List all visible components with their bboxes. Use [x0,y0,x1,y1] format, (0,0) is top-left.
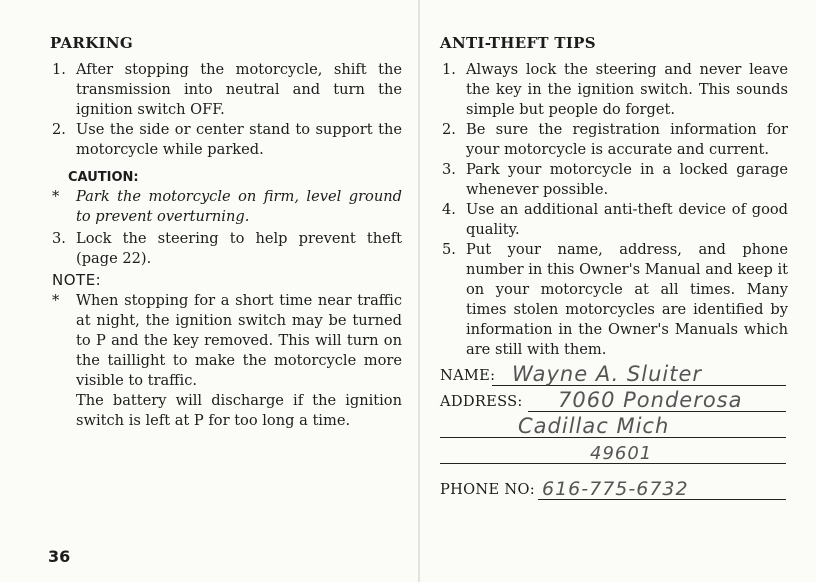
caution-text [50,187,402,227]
parking-title: PARKING [50,34,133,52]
address-row [440,388,788,414]
address-row-2 [440,414,788,440]
item-text: Put your name, address, and phone number in this Owner's Manual and keep it on your motorcycle at all times. Many times stolen motorcycles are identified by information in the Owner's Manuals which are still with them. [466,241,788,358]
anti-theft-item-2 [440,120,788,160]
item-text: Use an additional anti-theft device of good quality. [466,201,788,238]
item-text: Use the side or center stand to support the motorcycle while parked. [76,121,402,158]
item-text: Lock the steering to help prevent theft (page 22). [76,230,402,267]
item-number: 4. [442,201,456,218]
item-text: Be sure the registration information for your motorcycle is accurate and current. [466,121,788,158]
anti-theft-section [440,34,788,502]
item-text: After stopping the motorcycle, shift the transmission into neutral and turn the ignition switch OFF. [76,61,402,118]
phone-handwritten: 616-775-6732 [542,478,689,500]
address-handwritten-3: 49601 [590,443,653,464]
caution-body: Park the motorcycle on firm, level ground to prevent overturning. [76,188,402,225]
caution-bullet: * [52,188,60,205]
address-handwritten-1: 7060 Ponderosa [558,388,743,412]
caution-label: CAUTION: [68,170,139,185]
address-handwritten-2: Cadillac Mich [518,414,670,438]
item-number: 5. [442,241,456,258]
parking-item-3 [50,229,402,269]
name-row [440,362,788,388]
address-row-3 [440,440,788,466]
page-fold [418,0,420,582]
item-number: 3. [442,161,456,178]
parking-section [50,34,402,431]
note-battery-text: The battery will discharge if the ignition switch is left at P for too long a time. [76,392,402,429]
name-label: NAME: [440,367,496,384]
owner-info-form [440,362,788,502]
anti-theft-title: ANTI-THEFT TIPS [440,34,596,52]
anti-theft-item-5 [440,240,788,360]
note-bullet: * [52,292,60,309]
item-number: 2. [442,121,456,138]
item-text: Park your motorcycle in a locked garage whenever possible. [466,161,788,198]
note-text [50,291,402,391]
parking-item-1 [50,60,402,120]
note-label: NOTE: [52,271,102,289]
anti-theft-item-4 [440,200,788,240]
item-number: 1. [52,61,66,78]
item-number: 2. [52,121,66,138]
phone-label: PHONE NO: [440,481,535,498]
anti-theft-item-1 [440,60,788,120]
page-number: 36 [48,547,71,566]
item-text: Always lock the steering and never leave the key in the ignition switch. This sounds simple but people do forget. [466,61,788,118]
item-number: 1. [442,61,456,78]
note-body: When stopping for a short time near traffic at night, the ignition switch may be turned to P and the key removed. This will turn on the taillight to make the motorcycle more visible to traffic. [76,292,402,389]
name-handwritten: Wayne A. Sluiter [512,362,703,386]
item-number: 3. [52,230,66,247]
anti-theft-item-3 [440,160,788,200]
address-label: ADDRESS: [440,393,523,410]
phone-row [440,476,788,502]
parking-item-2 [50,120,402,160]
